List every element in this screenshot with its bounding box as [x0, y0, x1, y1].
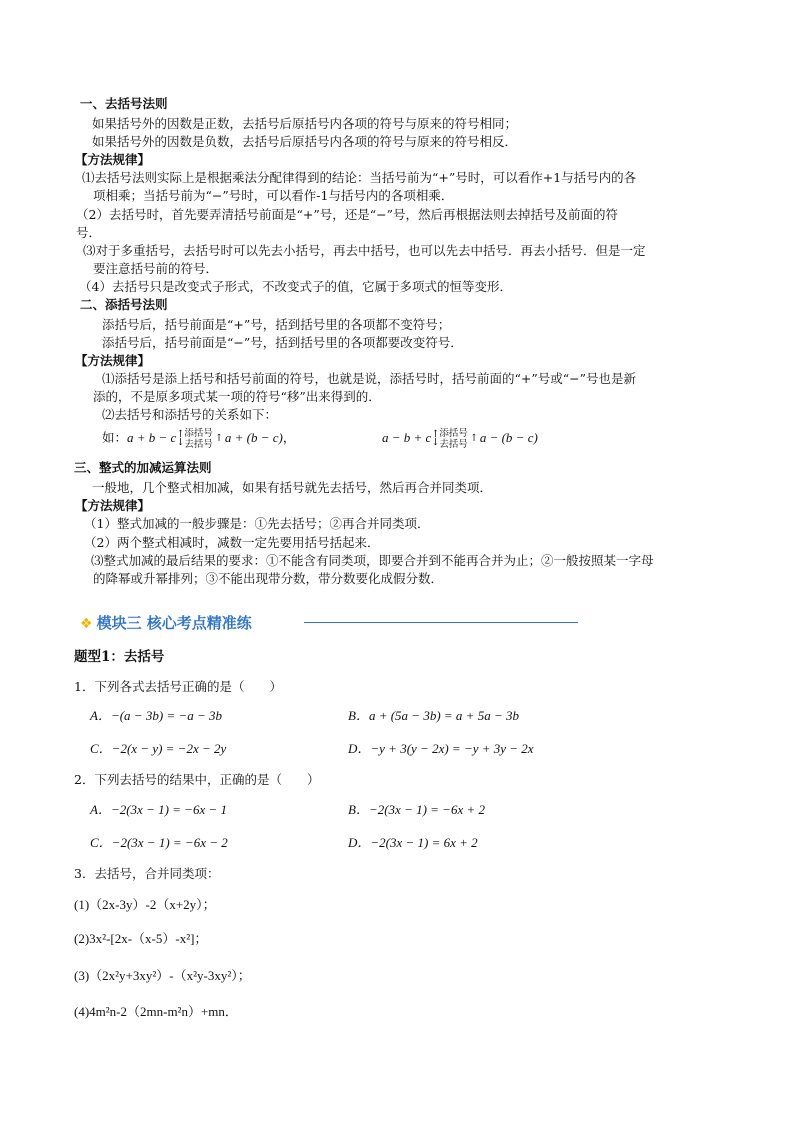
method-label: 【方法规律】 — [75, 152, 151, 167]
method-text: （4）去括号只是改变式子形式，不改变式子的值，它属于多项式的恒等变形． — [79, 279, 512, 294]
option-b[interactable]: B．a + (5a − 3b) = a + 5a − 3b — [348, 708, 519, 723]
rule-text: 添括号后，括号前面是“+”号，括到括号里的各项都不变符号； — [102, 317, 451, 332]
section-heading-remove-brackets: 一、去括号法则 — [80, 96, 168, 111]
rule-text: 添括号后，括号前面是“−”号，括到括号里的各项都要改变符号． — [102, 335, 463, 350]
bracket-relation-example — [382, 424, 538, 452]
section-heading-add-subtract: 三、整式的加减运算法则 — [74, 460, 212, 475]
sub-question: (4)4m²n-2（2mn-m²n）+mn． — [74, 1004, 238, 1019]
option-c[interactable]: C．−2(3x − 1) = −6x − 2 — [90, 835, 228, 850]
arrow-label: 添括号 去括号 — [184, 427, 213, 450]
method-text: 要注意括号前的符号． — [93, 261, 219, 276]
method-text: ⑵去括号和添括号的关系如下： — [102, 407, 278, 422]
arrow-up-icon: ↑ — [469, 432, 479, 444]
option-d[interactable]: D．−2(3x − 1) = 6x + 2 — [348, 835, 478, 850]
option-d[interactable]: D．−y + 3(y − 2x) = −y + 3y − 2x — [348, 741, 534, 756]
method-text: （2）去括号时，首先要弄清括号前面是“+”号，还是“−”号，然后再根据法则去掉括号及前面的符 — [76, 207, 618, 222]
separator: ， — [282, 430, 296, 445]
method-text: 添的，不是原多项式某一项的符号“移”出来得到的． — [93, 389, 381, 404]
method-text: ⑶对于多重括号，去括号时可以先去小括号，再去中括号，也可以先去中括号．再去小括号．但是一定 — [83, 243, 646, 258]
double-arrow-icon: ↑ ↓ — [431, 428, 440, 448]
method-label: 【方法规律】 — [75, 498, 151, 513]
double-arrow-icon: ↑ ↓ — [176, 428, 185, 448]
option-a[interactable]: A．−2(3x − 1) = −6x − 1 — [90, 802, 228, 817]
example-expression: a + b − c — [127, 430, 177, 445]
module-heading: ❖ 模块三 核心考点精准练 — [80, 614, 252, 632]
method-text: ⑴添括号是添上括号和括号前面的符号，也就是说，添括号时，括号前面的“+”号或“−”号也是新 — [102, 371, 637, 386]
question-stem: 3．去括号，合并同类项： — [74, 866, 220, 881]
rule-text: 一般地，几个整式相加减，如果有括号就先去括号，然后再合并同类项． — [92, 480, 493, 495]
arrow-up-icon: ↑ — [214, 432, 224, 444]
bracket-relation-example — [102, 424, 295, 452]
sub-question: (3)（2x²y+3xy²）-（x²y-3xy²）； — [74, 968, 251, 983]
method-text: （2）两个整式相减时，减数一定先要用括号括起来． — [84, 535, 380, 550]
option-c[interactable]: C．−2(x − y) = −2x − 2y — [90, 741, 227, 756]
method-text: ⑴去括号法则实际上是根据乘法分配律得到的结论：当括号前为“+”号时，可以看作+1与括号内的各 — [82, 170, 637, 185]
option-a[interactable]: A．−(a − 3b) = −a − 3b — [90, 708, 222, 723]
arrow-label: 添括号 去括号 — [439, 427, 468, 450]
method-text: 项相乘；当括号前为“−”号时，可以看作-1与括号内的各项相乘． — [93, 188, 454, 203]
question-stem: 2．下列去括号的结果中，正确的是（ ） — [74, 772, 320, 787]
question-type-heading: 题型1：去括号 — [74, 649, 165, 665]
heading-divider — [304, 622, 578, 623]
sub-question: (2)3x²-[2x-（x-5）-x²]； — [74, 931, 208, 946]
rule-text: 如果括号外的因数是负数，去括号后原括号内各项的符号与原来的符号相反． — [92, 134, 518, 149]
diamond-icon: ❖ — [80, 616, 93, 632]
method-text: （1）整式加减的一般步骤是：①先去括号；②再合并同类项． — [84, 516, 430, 531]
rule-text: 如果括号外的因数是正数，去括号后原括号内各项的符号与原来的符号相同； — [92, 116, 518, 131]
method-label: 【方法规律】 — [75, 353, 151, 368]
method-text: 的降幂或升幂排列；③不能出现带分数，带分数要化成假分数． — [93, 571, 444, 586]
question-stem: 1．下列各式去括号正确的是（ ） — [74, 679, 282, 694]
example-prefix: 如： — [102, 430, 128, 445]
method-text: ⑶整式加减的最后结果的要求：①不能含有同类项，即要合并到不能再合并为止；②一般按照某一字母 — [91, 553, 654, 568]
option-b[interactable]: B．−2(3x − 1) = −6x + 2 — [348, 802, 486, 817]
section-heading-add-brackets: 二、添括号法则 — [80, 297, 168, 312]
method-text: 号． — [76, 225, 102, 240]
example-expression: a − b + c — [382, 430, 432, 445]
sub-question: (1)（2x-3y）-2（x+2y）； — [74, 897, 216, 912]
example-expression: a + (b − c) — [224, 430, 283, 445]
example-expression: a − (b − c) — [479, 430, 538, 445]
